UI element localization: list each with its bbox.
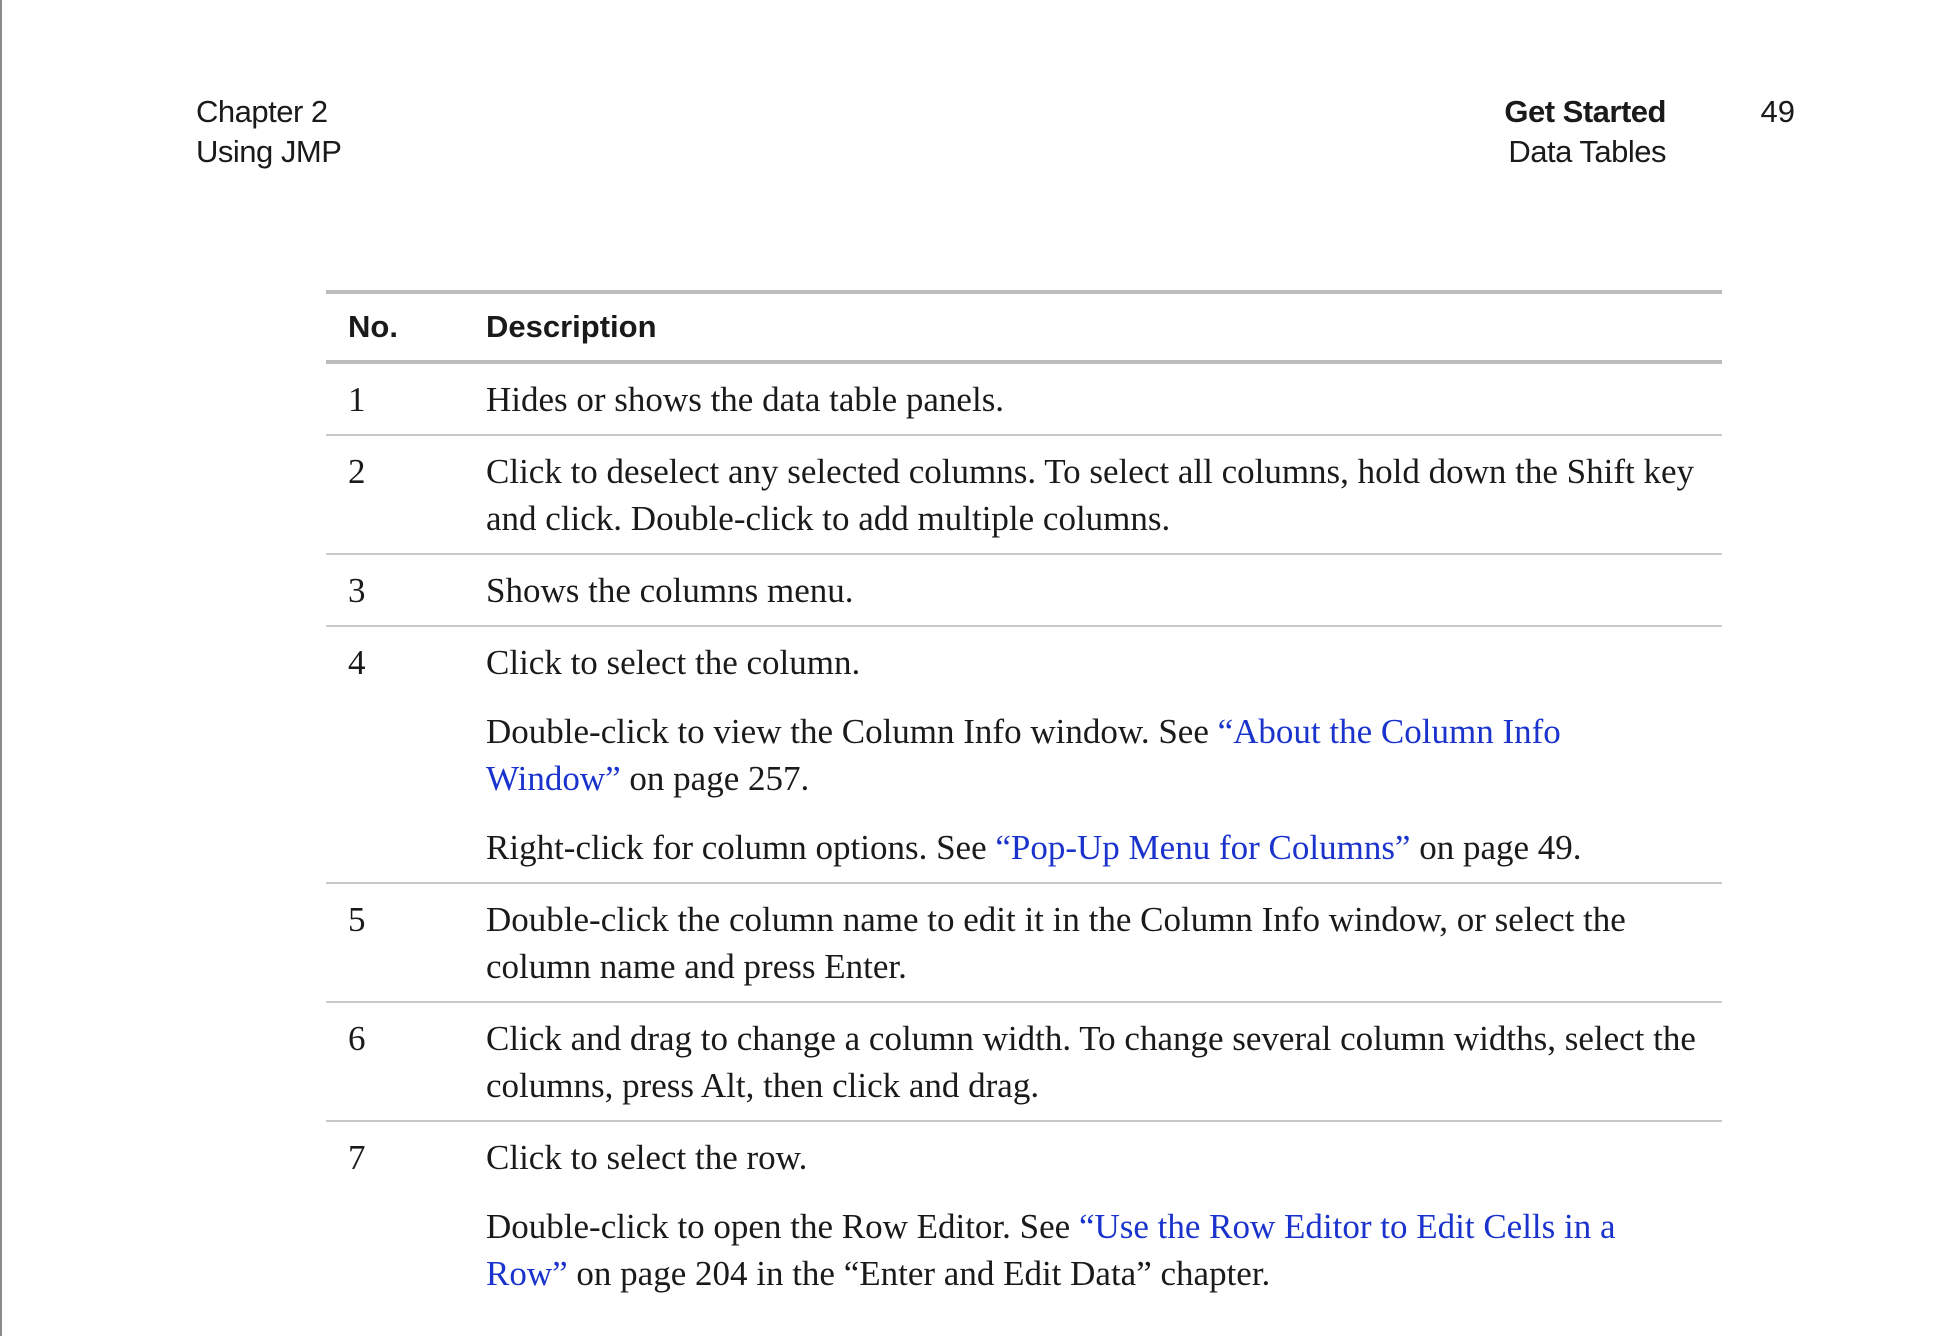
- row-number: 7: [348, 1138, 366, 1177]
- page-number: 49: [1760, 94, 1795, 129]
- row-number: 2: [348, 452, 366, 491]
- row-description: [486, 639, 1722, 871]
- running-header-left: [196, 92, 341, 172]
- description-paragraph: [486, 1134, 1702, 1181]
- row-description: [486, 1134, 1722, 1297]
- running-header-right: [1504, 92, 1666, 172]
- table-row: [326, 364, 1722, 436]
- description-paragraph: [486, 376, 1702, 423]
- header-description: Description: [486, 309, 657, 344]
- book-title: Using JMP: [196, 134, 342, 169]
- subsection-title: Data Tables: [1508, 134, 1666, 169]
- description-paragraph: [486, 824, 1702, 871]
- description-paragraph: [486, 1203, 1702, 1297]
- description-paragraph: [486, 448, 1702, 542]
- row-number: 1: [348, 380, 366, 419]
- chapter-label: Chapter 2: [196, 94, 328, 129]
- row-description: [486, 1015, 1722, 1109]
- description-text: Click and drag to change a column width. To change several column widths, select the columns, press Alt, then click and drag.: [486, 1019, 1696, 1105]
- description-text: Click to deselect any selected columns. To select all columns, hold down the Shift key and click. Double-click to add multiple columns.: [486, 452, 1695, 538]
- cross-reference-link[interactable]: “About the Column Info Window”: [486, 712, 1561, 798]
- row-number: 6: [348, 1019, 366, 1058]
- description-text: Double-click to view the Column Info window. See: [486, 712, 1218, 751]
- description-text: Right-click for column options. See: [486, 828, 996, 867]
- description-text: on page 204 in the “Enter and Edit Data” chapter.: [567, 1254, 1271, 1293]
- row-number: 4: [348, 643, 366, 682]
- table-row: [326, 884, 1722, 1003]
- description-text: Shows the columns menu.: [486, 571, 854, 610]
- table-row: [326, 555, 1722, 627]
- row-number: 3: [348, 571, 366, 610]
- description-text: Click to select the row.: [486, 1138, 808, 1177]
- header-no: No.: [348, 309, 398, 344]
- description-text: Double-click the column name to edit it in the Column Info window, or select the column name and press Enter.: [486, 900, 1626, 986]
- table-row: [326, 1003, 1722, 1122]
- description-text: on page 49.: [1410, 828, 1582, 867]
- row-description: [486, 567, 1722, 614]
- cross-reference-link[interactable]: “Use the Row Editor to Edit Cells in a Row”: [486, 1207, 1616, 1293]
- row-number: 5: [348, 900, 366, 939]
- cross-reference-link[interactable]: “Pop-Up Menu for Columns”: [995, 828, 1411, 867]
- description-paragraph: [486, 896, 1702, 990]
- row-description: [486, 376, 1722, 423]
- section-title: Get Started: [1504, 94, 1666, 129]
- description-text: Click to select the column.: [486, 643, 861, 682]
- page-left-border: [0, 0, 2, 1336]
- description-paragraph: [486, 567, 1702, 614]
- table-row: [326, 627, 1722, 884]
- description-paragraph: [486, 1015, 1702, 1109]
- table-header-row: [326, 294, 1722, 364]
- description-text: Double-click to open the Row Editor. See: [486, 1207, 1079, 1246]
- description-paragraph: [486, 639, 1702, 686]
- table-row: [326, 436, 1722, 555]
- row-description: [486, 448, 1722, 542]
- description-paragraph: [486, 708, 1702, 802]
- row-description: [486, 896, 1722, 990]
- description-text: Hides or shows the data table panels.: [486, 380, 1005, 419]
- description-text: on page 257.: [620, 759, 810, 798]
- table-row: [326, 1122, 1722, 1308]
- description-table: [326, 290, 1722, 1308]
